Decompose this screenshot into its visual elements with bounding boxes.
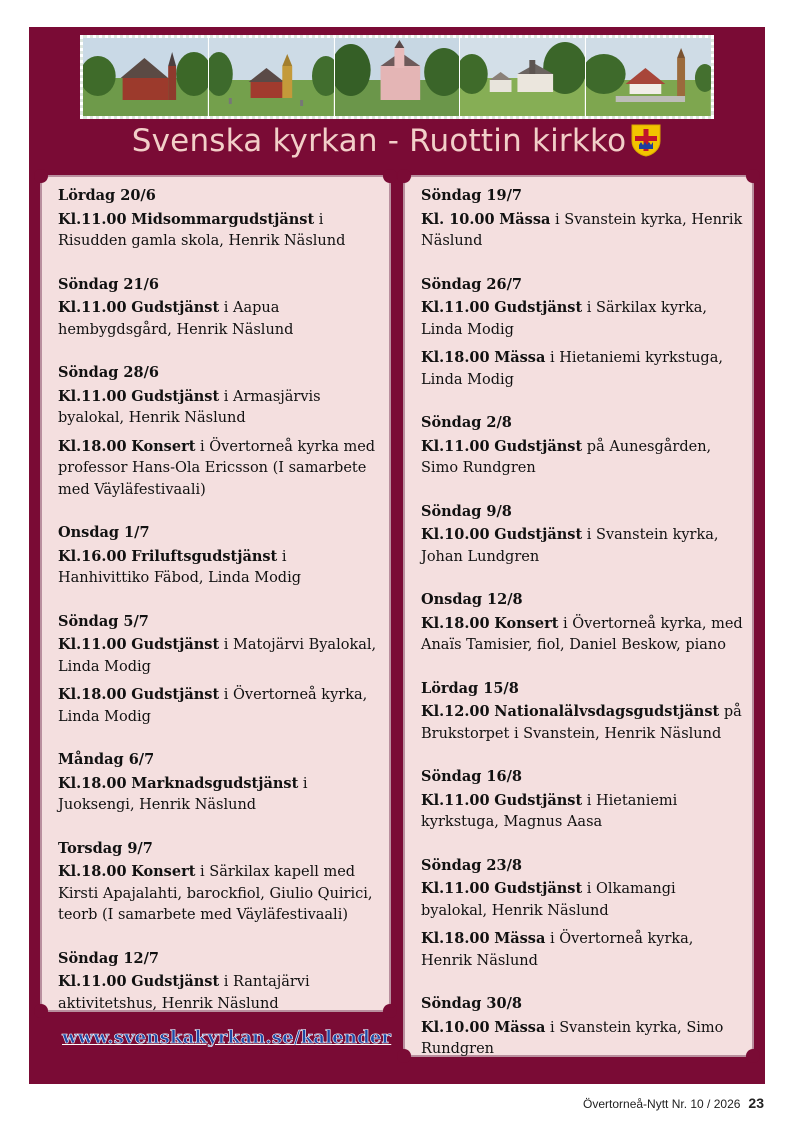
- entry-event: [421, 878, 744, 922]
- entry-date: Söndag 30/8: [421, 995, 522, 1012]
- schedule-entry: [421, 274, 744, 392]
- event-type: Nationalälvsdagsgudstjänst: [494, 703, 720, 720]
- entry-date: Söndag 21/6: [58, 275, 159, 293]
- entry-date: Söndag 26/7: [421, 275, 522, 293]
- schedule-entry: [58, 522, 381, 590]
- event-time: Kl.16.00: [58, 547, 127, 565]
- event-type: Marknadsgudstjänst: [131, 774, 299, 792]
- title-text: Svenska kyrkan - Ruottin kirkko: [131, 123, 627, 159]
- event-time: Kl. 10.00: [421, 210, 495, 228]
- event-details: i Särkilax kapell med Kirsti Apajalahti, barockfiol, Giulio Quirici, teorb (I samarbete med Väyläfestivaali): [58, 864, 373, 923]
- calendar-panel: [29, 27, 765, 1084]
- event-details: i Olkamangi byalokal, Henrik Näslund: [421, 881, 676, 919]
- event-details: på Aunesgården, Simo Rundgren: [421, 438, 712, 476]
- event-details: i Juoksengi, Henrik Näslund: [58, 775, 308, 813]
- schedule-entry: [421, 855, 744, 973]
- event-type: Konsert: [131, 437, 196, 455]
- event-type: Gudstjänst: [494, 880, 583, 897]
- church-photo: [460, 38, 586, 116]
- event-details: i Risudden gamla skola, Henrik Näslund: [58, 211, 346, 249]
- event-time: Kl.11.00: [421, 437, 490, 455]
- event-details: i Svanstein kyrka, Simo Rundgren: [421, 1019, 724, 1057]
- event-details: i Hanhivittiko Fäbod, Linda Modig: [58, 548, 302, 586]
- schedule-list-left: [58, 185, 381, 1036]
- entry-event: [421, 928, 744, 972]
- entry-date: Lördag 15/8: [421, 679, 519, 697]
- event-type: Gudstjänst: [494, 791, 583, 809]
- schedule-entry: [58, 611, 381, 729]
- schedule-entry: [421, 678, 744, 746]
- page-title: [29, 123, 765, 159]
- page-number: 23: [748, 1095, 764, 1111]
- schedule-column-left: [40, 175, 391, 1012]
- entry-date: Söndag 16/8: [421, 768, 522, 785]
- church-photo-strip: [80, 35, 714, 119]
- entry-event: [58, 546, 381, 590]
- entry-event: [421, 297, 744, 341]
- entry-event: [58, 209, 381, 253]
- entry-event: [58, 436, 381, 502]
- entry-date: Söndag 2/8: [421, 414, 512, 431]
- schedule-list-right: [421, 185, 744, 1082]
- event-type: Friluftsgudstjänst: [131, 547, 278, 565]
- entry-event: [58, 386, 381, 430]
- entry-event: [421, 524, 744, 568]
- event-details: i Särkilax kyrka, Linda Modig: [421, 300, 707, 338]
- entry-date: Torsdag 9/7: [58, 839, 153, 857]
- event-time: Kl.11.00: [58, 973, 127, 990]
- entry-event: [58, 861, 381, 927]
- event-type: Gudstjänst: [494, 437, 583, 455]
- entry-event: [58, 297, 381, 341]
- event-type: Konsert: [131, 863, 196, 880]
- schedule-entry: [421, 412, 744, 480]
- entry-event: [58, 684, 381, 728]
- event-type: Gudstjänst: [131, 636, 220, 653]
- schedule-entry: [421, 185, 744, 253]
- entry-event: [421, 790, 744, 834]
- schedule-entry: [58, 185, 381, 253]
- event-type: Gudstjänst: [131, 973, 220, 990]
- entry-event: [421, 1017, 744, 1061]
- event-type: Gudstjänst: [131, 299, 220, 316]
- event-time: Kl.18.00: [421, 614, 490, 632]
- church-photo: [209, 38, 335, 116]
- event-time: Kl.10.00: [421, 526, 490, 543]
- event-details: i Övertorneå kyrka, med Anaïs Tamisier, fiol, Daniel Beskow, piano: [421, 615, 743, 653]
- event-time: Kl.10.00: [421, 1018, 490, 1036]
- event-details: i Svanstein kyrka, Johan Lundgren: [421, 527, 719, 565]
- event-type: Gudstjänst: [494, 299, 583, 316]
- entry-date: Måndag 6/7: [58, 751, 155, 768]
- event-time: Kl.11.00: [421, 791, 490, 809]
- entry-date: Onsdag 12/8: [421, 591, 523, 608]
- church-crest-icon: [630, 123, 662, 157]
- event-time: Kl.18.00: [421, 930, 490, 947]
- event-time: Kl.18.00: [58, 437, 127, 455]
- schedule-entry: [58, 948, 381, 1016]
- event-time: Kl.11.00: [421, 880, 490, 897]
- church-photo: [83, 38, 209, 116]
- event-details: i Aapua hembygdsgård, Henrik Näslund: [58, 300, 294, 338]
- publication-info: Övertorneå-Nytt Nr. 10 / 2026: [583, 1097, 741, 1111]
- entry-event: [58, 634, 381, 678]
- event-details: i Hietaniemi kyrkstuga, Magnus Aasa: [421, 792, 678, 830]
- entry-event: [421, 613, 744, 657]
- entry-date: Söndag 23/8: [421, 856, 522, 874]
- website-link[interactable]: www.svenskakyrkan.se/kalender: [62, 1027, 392, 1048]
- schedule-entry: [421, 993, 744, 1061]
- event-details: i Övertorneå kyrka med professor Hans-Ola Ericsson (I samarbete med Väyläfestivaali): [58, 438, 376, 498]
- event-time: Kl.18.00: [421, 349, 490, 366]
- event-time: Kl.18.00: [58, 686, 127, 703]
- event-time: Kl.12.00: [421, 703, 490, 720]
- entry-date: Söndag 9/8: [421, 502, 512, 520]
- entry-date: Söndag 28/6: [58, 364, 159, 381]
- event-time: Kl.11.00: [58, 210, 127, 228]
- event-type: Midsommargudstjänst: [131, 210, 315, 228]
- entry-event: [421, 209, 744, 253]
- event-time: Kl.11.00: [421, 299, 490, 316]
- entry-date: Söndag 19/7: [421, 187, 522, 204]
- event-type: Konsert: [494, 614, 559, 632]
- event-time: Kl.18.00: [58, 863, 127, 880]
- schedule-entry: [421, 589, 744, 657]
- event-type: Mässa: [494, 930, 546, 947]
- entry-date: Söndag 12/7: [58, 949, 159, 967]
- event-type: Gudstjänst: [131, 387, 220, 405]
- event-time: Kl.18.00: [58, 774, 127, 792]
- event-time: Kl.11.00: [58, 387, 127, 405]
- event-details: i Armasjärvis byalokal, Henrik Näslund: [58, 388, 321, 426]
- entry-event: [421, 436, 744, 480]
- church-photo: [335, 38, 461, 116]
- event-details: i Hietaniemi kyrkstuga, Linda Modig: [421, 350, 723, 388]
- schedule-column-right: [403, 175, 754, 1057]
- event-time: Kl.11.00: [58, 299, 127, 316]
- page-footer: [583, 1095, 764, 1111]
- event-time: Kl.11.00: [58, 636, 127, 653]
- entry-event: [421, 347, 744, 391]
- event-type: Gudstjänst: [494, 526, 583, 543]
- event-details: i Rantajärvi aktivitetshus, Henrik Näslund: [58, 974, 310, 1012]
- schedule-entry: [58, 274, 381, 342]
- church-photo: [586, 38, 711, 116]
- event-details: i Svanstein kyrka, Henrik Näslund: [421, 211, 743, 249]
- entry-date: Lördag 20/6: [58, 187, 156, 204]
- event-details: i Övertorneå kyrka, Linda Modig: [58, 687, 368, 725]
- entry-event: [421, 701, 744, 745]
- event-details: i Övertorneå kyrka, Henrik Näslund: [421, 931, 694, 969]
- entry-event: [58, 971, 381, 1015]
- entry-event: [58, 773, 381, 817]
- schedule-entry: [58, 749, 381, 817]
- event-type: Gudstjänst: [131, 686, 220, 703]
- event-type: Mässa: [499, 210, 551, 228]
- event-details: i Matojärvi Byalokal, Linda Modig: [58, 637, 377, 675]
- schedule-entry: [58, 838, 381, 927]
- entry-date: Söndag 5/7: [58, 612, 149, 630]
- entry-date: Onsdag 1/7: [58, 524, 150, 541]
- event-type: Mässa: [494, 1018, 546, 1036]
- schedule-entry: [421, 766, 744, 834]
- event-details: på Brukstorpet i Svanstein, Henrik Näslund: [421, 704, 742, 742]
- event-type: Mässa: [494, 349, 546, 366]
- schedule-entry: [58, 362, 381, 501]
- schedule-entry: [421, 501, 744, 569]
